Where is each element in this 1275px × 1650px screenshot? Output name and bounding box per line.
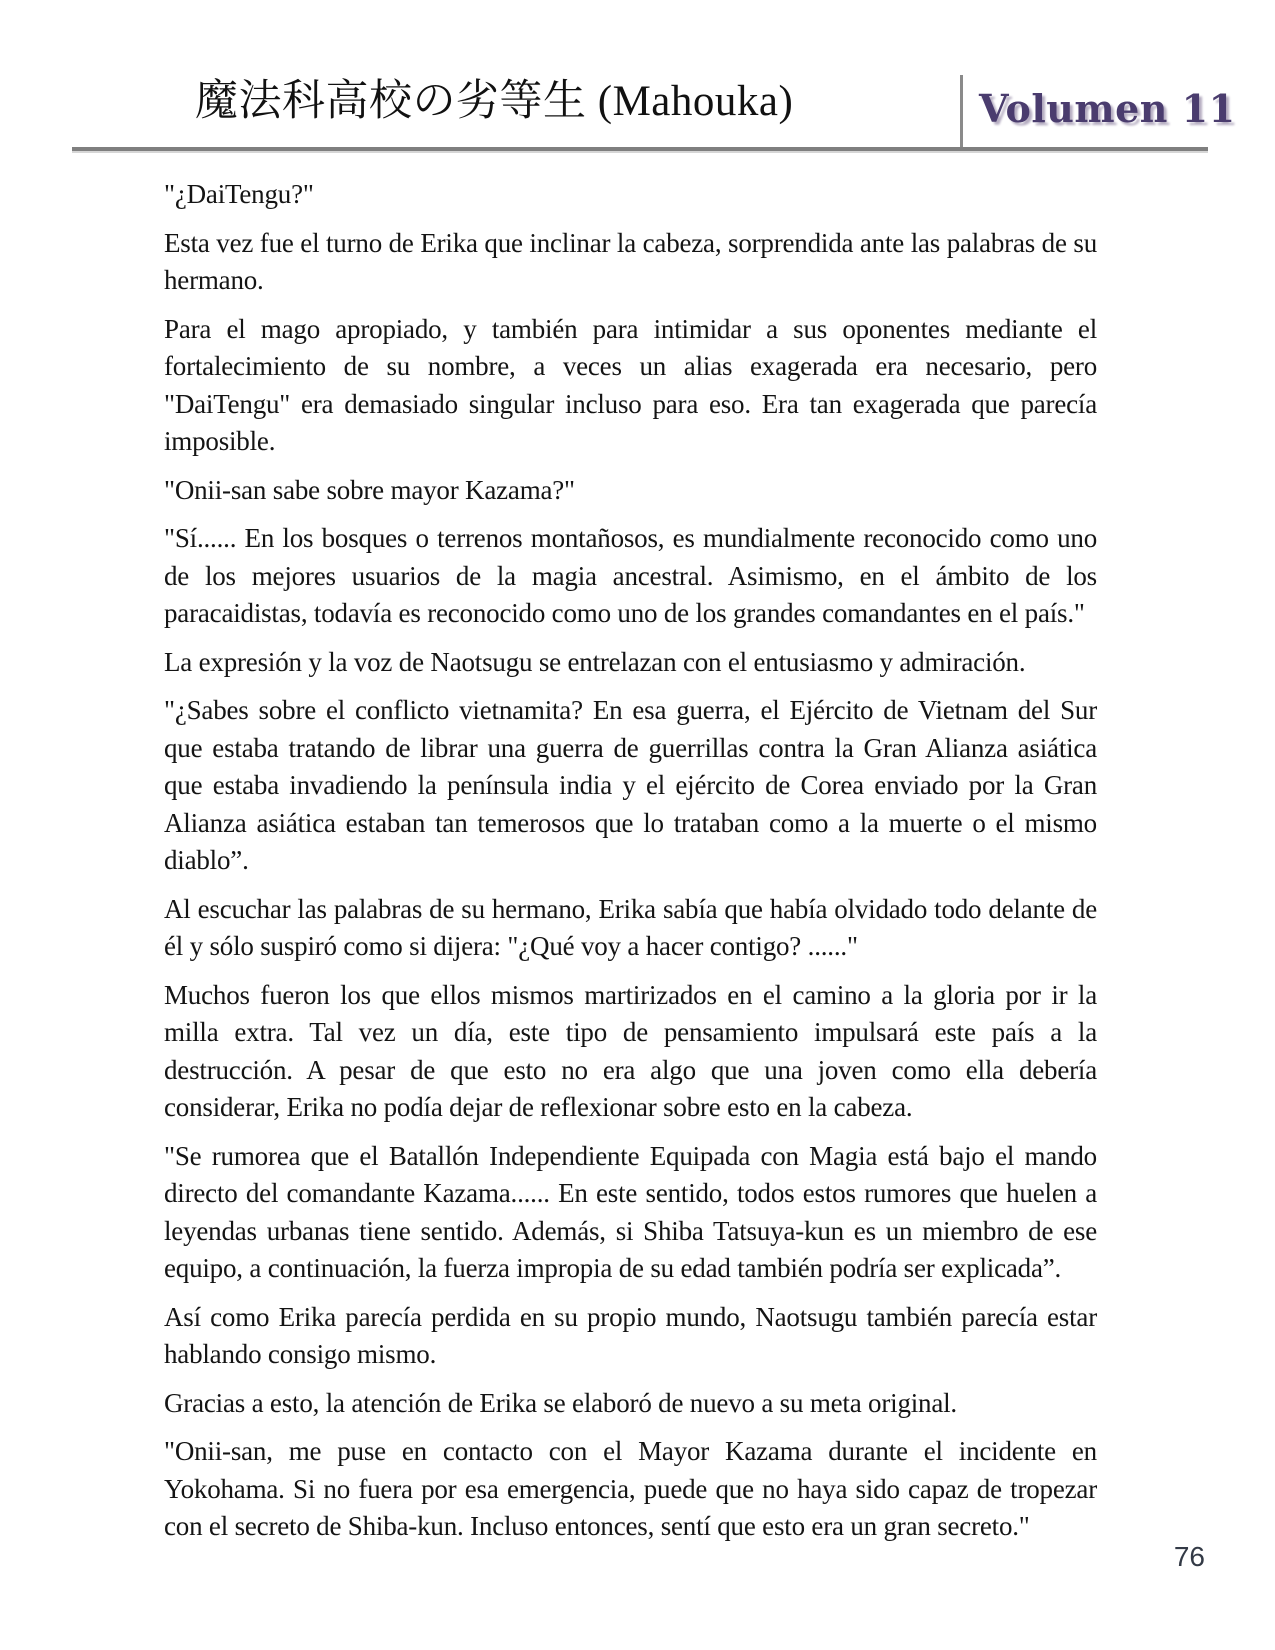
header-rule bbox=[72, 147, 1208, 153]
paragraph: La expresión y la voz de Naotsugu se entrelazan con el entusiasmo y admiración. bbox=[164, 646, 1026, 677]
paragraph: "¿DaiTengu?" bbox=[164, 179, 314, 209]
paragraph: "¿Sabes sobre el conflicto vietnamita? En esa guerra, el Ejército de Vietnam del Sur que estaba tratando de librar una guerra de guerrillas contra la Gran Alianza asiática que estaba invadiendo la península india y el ejército de Corea enviado por la Gran Alianza asiática estaban tan temerosos que lo trataban como a la muerte o el mismo diablo”. bbox=[164, 695, 1097, 875]
paragraph: "Onii-san, me puse en contacto con el Mayor Kazama durante el incidente en Yokohama. Si no fuera por esa emergencia, puede que no haya sido capaz de tropezar con el secreto de Shiba-kun. Incluso entonces, sentí que esto era un gran secreto." bbox=[164, 1436, 1097, 1541]
body-text bbox=[164, 176, 1097, 1557]
paragraph: "Onii-san sabe sobre mayor Kazama?" bbox=[164, 474, 575, 505]
paragraph: Para el mago apropiado, y también para intimidar a sus oponentes mediante el fortalecimiento de su nombre, a veces un alias exagerada era necesario, pero "DaiTengu" era demasiado singular incluso para eso. Era tan exagerada que parecía imposible. bbox=[164, 313, 1097, 456]
paragraph: Gracias a esto, la atención de Erika se elaboró de nuevo a su meta original. bbox=[164, 1387, 957, 1418]
header-vertical-divider bbox=[960, 75, 963, 148]
paragraph: Al escuchar las palabras de su hermano, Erika sabía que había olvidado todo delante de él y sólo suspiró como si dijera: "¿Qué voy a hacer contigo? ......" bbox=[164, 893, 1097, 961]
page-title: 魔法科高校の劣等生 (Mahouka) bbox=[195, 78, 794, 125]
paragraph: Así como Erika parecía perdida en su propio mundo, Naotsugu también parecía estar hablando consigo mismo. bbox=[164, 1301, 1097, 1369]
paragraph: "Sí...... En los bosques o terrenos montañosos, es mundialmente reconocido como uno de los mejores usuarios de la magia ancestral. Asimismo, en el ámbito de los paracaidistas, todavía es reconocido como uno de los grandes comandantes en el país." bbox=[164, 523, 1097, 628]
paragraph: Esta vez fue el turno de Erika que inclinar la cabeza, sorprendida ante las palabras de su hermano. bbox=[164, 227, 1097, 295]
paragraph: "Se rumorea que el Batallón Independiente Equipada con Magia está bajo el mando directo del comandante Kazama...... En este sentido, todos estos rumores que huelen a leyendas urbanas tiene sentido. Además, si Shiba Tatsuya-kun es un miembro de ese equipo, a continuación, la fuerza impropia de su edad también podría ser explicada”. bbox=[164, 1140, 1097, 1283]
page-number: 76 bbox=[1173, 1541, 1205, 1572]
paragraph: Muchos fueron los que ellos mismos martirizados en el camino a la gloria por ir la milla extra. Tal vez un día, este tipo de pensamiento impulsará este país a la destrucción. A pesar de que esto no era algo que una joven como ella debería considerar, Erika no podía dejar de reflexionar sobre esto en la cabeza. bbox=[164, 979, 1097, 1122]
volume-badge: Volumen 11 bbox=[979, 86, 1236, 131]
